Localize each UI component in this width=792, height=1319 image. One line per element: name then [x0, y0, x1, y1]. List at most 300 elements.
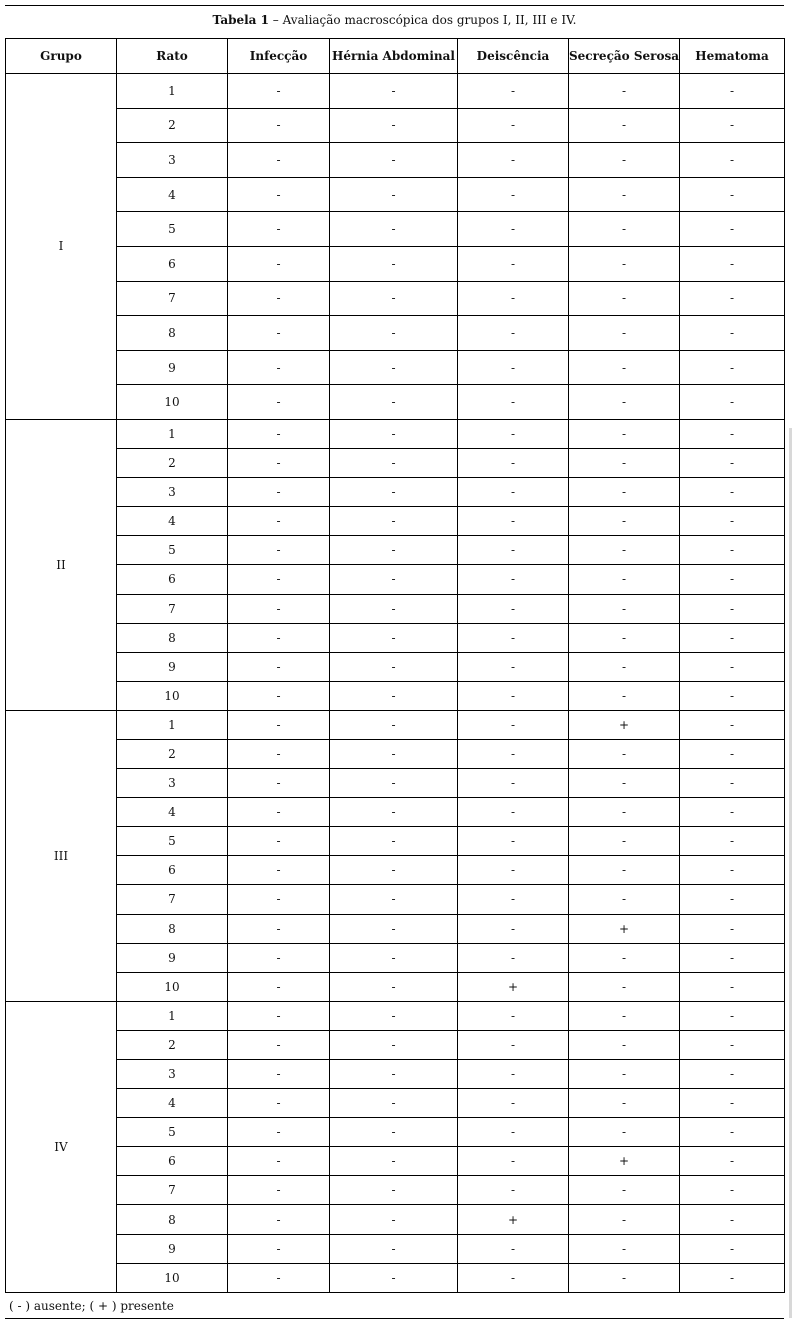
table-row: [6, 739, 785, 768]
value-cell: -: [680, 565, 785, 594]
value-cell: -: [228, 316, 330, 351]
value-cell: -: [458, 827, 569, 856]
value-cell: -: [458, 419, 569, 448]
rato-cell: 1: [117, 1001, 228, 1030]
table-row: [6, 565, 785, 594]
rato-cell: 9: [117, 652, 228, 681]
value-cell: -: [228, 143, 330, 178]
value-cell: -: [680, 623, 785, 652]
value-cell: -: [330, 449, 458, 478]
value-cell: -: [569, 350, 680, 385]
group-cell: II: [6, 419, 117, 710]
table-row: [6, 350, 785, 385]
value-cell: -: [458, 536, 569, 565]
value-cell: -: [680, 1030, 785, 1059]
table-row: [6, 827, 785, 856]
value-cell: -: [569, 769, 680, 798]
table-row: [6, 478, 785, 507]
table-row: [6, 1089, 785, 1118]
value-cell: -: [228, 74, 330, 109]
table-row: [6, 419, 785, 448]
table-row: [6, 1263, 785, 1292]
table-row: [6, 143, 785, 178]
caption-text: – Avaliação macroscópica dos grupos I, II, III e IV.: [268, 13, 577, 27]
value-cell: -: [458, 1263, 569, 1292]
value-cell: -: [569, 885, 680, 914]
value-cell: -: [458, 914, 569, 943]
value-cell: -: [228, 212, 330, 247]
table-row: [6, 536, 785, 565]
group-cell: I: [6, 74, 117, 420]
value-cell: -: [569, 143, 680, 178]
value-cell: -: [228, 108, 330, 143]
table-row: [6, 385, 785, 420]
value-cell: -: [330, 74, 458, 109]
value-cell: -: [680, 143, 785, 178]
value-cell: -: [458, 565, 569, 594]
value-cell: -: [680, 1001, 785, 1030]
rato-cell: 9: [117, 943, 228, 972]
group-iii-body: [6, 710, 785, 1001]
rato-cell: 3: [117, 769, 228, 798]
value-cell: -: [569, 856, 680, 885]
value-cell: -: [330, 350, 458, 385]
rato-cell: 3: [117, 1060, 228, 1089]
rato-cell: 5: [117, 1118, 228, 1147]
value-cell: -: [458, 316, 569, 351]
value-cell: -: [680, 74, 785, 109]
table-row: [6, 1147, 785, 1176]
rato-cell: 7: [117, 885, 228, 914]
value-cell: -: [458, 1089, 569, 1118]
value-cell: -: [228, 856, 330, 885]
table-row: [6, 623, 785, 652]
value-cell: -: [228, 739, 330, 768]
value-cell: -: [680, 108, 785, 143]
value-cell: -: [228, 798, 330, 827]
value-cell: -: [458, 143, 569, 178]
value-cell: -: [330, 1089, 458, 1118]
rato-cell: 2: [117, 449, 228, 478]
value-cell: -: [228, 972, 330, 1001]
value-cell: -: [569, 108, 680, 143]
value-cell: -: [680, 316, 785, 351]
value-cell: -: [569, 1176, 680, 1205]
table-row: [6, 507, 785, 536]
rato-cell: 10: [117, 681, 228, 710]
value-cell: -: [228, 536, 330, 565]
value-cell: -: [228, 710, 330, 739]
value-cell: -: [228, 652, 330, 681]
value-cell: -: [569, 507, 680, 536]
rato-cell: 8: [117, 1205, 228, 1234]
rato-cell: 7: [117, 281, 228, 316]
value-cell: -: [569, 972, 680, 1001]
value-cell: -: [680, 856, 785, 885]
value-cell: -: [228, 623, 330, 652]
value-cell: -: [569, 1030, 680, 1059]
value-cell: -: [680, 914, 785, 943]
rato-cell: 10: [117, 385, 228, 420]
value-cell: -: [458, 212, 569, 247]
value-cell: -: [569, 1001, 680, 1030]
value-cell: -: [569, 1089, 680, 1118]
value-cell: -: [680, 281, 785, 316]
value-cell: -: [680, 1263, 785, 1292]
value-cell: -: [680, 652, 785, 681]
header-deiscencia: Deiscência: [458, 39, 569, 74]
table-row: [6, 281, 785, 316]
value-cell: -: [569, 478, 680, 507]
value-cell: -: [330, 827, 458, 856]
rato-cell: 6: [117, 565, 228, 594]
value-cell: -: [458, 177, 569, 212]
table-header: [6, 39, 785, 74]
table-row: [6, 594, 785, 623]
value-cell: -: [330, 1176, 458, 1205]
value-cell: -: [330, 536, 458, 565]
value-cell: -: [228, 1030, 330, 1059]
header-secrecao-serosa: Secreção Serosa: [569, 39, 680, 74]
table-row: [6, 1205, 785, 1234]
table-row: [6, 681, 785, 710]
value-cell: -: [569, 594, 680, 623]
value-cell: -: [569, 739, 680, 768]
value-cell: -: [680, 710, 785, 739]
value-cell: -: [458, 652, 569, 681]
value-cell: -: [330, 710, 458, 739]
value-cell: -: [680, 1234, 785, 1263]
value-cell: -: [458, 739, 569, 768]
value-cell: -: [458, 769, 569, 798]
value-cell: -: [458, 1234, 569, 1263]
value-cell: -: [680, 419, 785, 448]
value-cell: -: [228, 914, 330, 943]
value-cell: -: [458, 350, 569, 385]
value-cell: -: [228, 594, 330, 623]
table-row: [6, 914, 785, 943]
value-cell: -: [228, 1176, 330, 1205]
value-cell: -: [330, 419, 458, 448]
value-cell: -: [228, 1001, 330, 1030]
value-cell: -: [680, 246, 785, 281]
value-cell: -: [330, 507, 458, 536]
table-row: [6, 449, 785, 478]
table-row: [6, 856, 785, 885]
rato-cell: 8: [117, 623, 228, 652]
value-cell: -: [458, 885, 569, 914]
value-cell: -: [458, 1147, 569, 1176]
table-row: [6, 885, 785, 914]
value-cell: -: [569, 316, 680, 351]
value-cell: -: [680, 1147, 785, 1176]
header-row: [6, 39, 785, 74]
rato-cell: 7: [117, 1176, 228, 1205]
value-cell: -: [569, 1205, 680, 1234]
header-infeccao: Infecção: [228, 39, 330, 74]
table-row: [6, 316, 785, 351]
value-cell: -: [680, 885, 785, 914]
header-grupo: Grupo: [6, 39, 117, 74]
value-cell: -: [458, 1001, 569, 1030]
value-cell: -: [228, 1060, 330, 1089]
table-row: [6, 1060, 785, 1089]
value-cell: -: [330, 739, 458, 768]
value-cell: -: [330, 798, 458, 827]
value-cell: -: [458, 507, 569, 536]
value-cell: -: [569, 74, 680, 109]
table-row: [6, 710, 785, 739]
value-cell: -: [569, 536, 680, 565]
value-cell: -: [228, 385, 330, 420]
value-cell: -: [330, 316, 458, 351]
table-row: [6, 652, 785, 681]
value-cell: -: [680, 536, 785, 565]
value-cell: +: [569, 710, 680, 739]
value-cell: -: [330, 1205, 458, 1234]
value-cell: -: [680, 769, 785, 798]
value-cell: -: [569, 827, 680, 856]
value-cell: -: [680, 1118, 785, 1147]
value-cell: -: [458, 798, 569, 827]
value-cell: -: [680, 1089, 785, 1118]
value-cell: -: [680, 1176, 785, 1205]
table-row: [6, 246, 785, 281]
value-cell: -: [458, 108, 569, 143]
value-cell: -: [330, 769, 458, 798]
value-cell: -: [458, 385, 569, 420]
value-cell: -: [680, 177, 785, 212]
rato-cell: 4: [117, 1089, 228, 1118]
value-cell: -: [458, 1030, 569, 1059]
value-cell: -: [458, 710, 569, 739]
table-row: [6, 1234, 785, 1263]
group-iv-body: [6, 1001, 785, 1292]
value-cell: -: [330, 1234, 458, 1263]
value-cell: -: [680, 798, 785, 827]
value-cell: -: [228, 1147, 330, 1176]
value-cell: -: [228, 246, 330, 281]
value-cell: -: [330, 385, 458, 420]
rato-cell: 4: [117, 798, 228, 827]
value-cell: -: [330, 143, 458, 178]
value-cell: -: [680, 212, 785, 247]
value-cell: -: [228, 943, 330, 972]
value-cell: -: [680, 943, 785, 972]
value-cell: +: [458, 1205, 569, 1234]
table-row: [6, 177, 785, 212]
top-rule: [5, 5, 784, 6]
data-table: [5, 38, 785, 1293]
value-cell: -: [569, 212, 680, 247]
value-cell: -: [680, 385, 785, 420]
value-cell: -: [228, 281, 330, 316]
value-cell: -: [569, 246, 680, 281]
value-cell: -: [569, 1263, 680, 1292]
value-cell: -: [228, 350, 330, 385]
value-cell: -: [569, 565, 680, 594]
rato-cell: 5: [117, 536, 228, 565]
rato-cell: 4: [117, 177, 228, 212]
value-cell: -: [569, 652, 680, 681]
value-cell: -: [569, 419, 680, 448]
value-cell: -: [330, 1118, 458, 1147]
table-row: [6, 212, 785, 247]
value-cell: -: [330, 1001, 458, 1030]
rato-cell: 5: [117, 212, 228, 247]
table-row: [6, 1176, 785, 1205]
value-cell: -: [228, 507, 330, 536]
value-cell: -: [330, 565, 458, 594]
value-cell: -: [680, 478, 785, 507]
header-rato: Rato: [117, 39, 228, 74]
value-cell: -: [458, 594, 569, 623]
value-cell: -: [680, 739, 785, 768]
value-cell: -: [569, 177, 680, 212]
value-cell: -: [228, 769, 330, 798]
value-cell: -: [228, 681, 330, 710]
header-hematoma: Hematoma: [680, 39, 785, 74]
table-row: [6, 943, 785, 972]
rato-cell: 6: [117, 1147, 228, 1176]
value-cell: -: [569, 798, 680, 827]
value-cell: -: [228, 1234, 330, 1263]
rato-cell: 3: [117, 478, 228, 507]
value-cell: -: [330, 681, 458, 710]
value-cell: -: [330, 478, 458, 507]
value-cell: -: [330, 972, 458, 1001]
value-cell: -: [458, 943, 569, 972]
value-cell: -: [330, 1263, 458, 1292]
value-cell: -: [228, 1263, 330, 1292]
value-cell: -: [569, 449, 680, 478]
rato-cell: 1: [117, 74, 228, 109]
rato-cell: 2: [117, 108, 228, 143]
value-cell: -: [228, 1205, 330, 1234]
value-cell: -: [330, 594, 458, 623]
value-cell: -: [458, 281, 569, 316]
value-cell: -: [330, 212, 458, 247]
value-cell: -: [330, 885, 458, 914]
rato-cell: 3: [117, 143, 228, 178]
rato-cell: 4: [117, 507, 228, 536]
table-row: [6, 74, 785, 109]
value-cell: +: [458, 972, 569, 1001]
value-cell: -: [228, 885, 330, 914]
group-cell: III: [6, 710, 117, 1001]
value-cell: -: [680, 449, 785, 478]
group-i-body: [6, 74, 785, 420]
rato-cell: 9: [117, 1234, 228, 1263]
value-cell: -: [569, 1118, 680, 1147]
value-cell: -: [228, 1118, 330, 1147]
value-cell: -: [228, 565, 330, 594]
value-cell: -: [458, 1060, 569, 1089]
value-cell: +: [569, 914, 680, 943]
header-hernia-abdominal: Hérnia Abdominal: [330, 39, 458, 74]
value-cell: -: [330, 943, 458, 972]
caption-label: Tabela 1: [212, 13, 269, 27]
value-cell: -: [458, 74, 569, 109]
rato-cell: 10: [117, 1263, 228, 1292]
value-cell: -: [458, 1118, 569, 1147]
value-cell: -: [680, 594, 785, 623]
value-cell: -: [569, 623, 680, 652]
rato-cell: 10: [117, 972, 228, 1001]
rato-cell: 7: [117, 594, 228, 623]
value-cell: -: [330, 1030, 458, 1059]
rato-cell: 1: [117, 419, 228, 448]
value-cell: -: [680, 1060, 785, 1089]
value-cell: -: [680, 1205, 785, 1234]
rato-cell: 2: [117, 739, 228, 768]
value-cell: -: [228, 419, 330, 448]
table-caption: [5, 12, 784, 28]
value-cell: -: [330, 652, 458, 681]
value-cell: -: [569, 385, 680, 420]
value-cell: -: [330, 281, 458, 316]
value-cell: -: [458, 681, 569, 710]
table-row: [6, 1118, 785, 1147]
rato-cell: 6: [117, 856, 228, 885]
value-cell: -: [680, 972, 785, 1001]
table-row: [6, 972, 785, 1001]
rato-cell: 2: [117, 1030, 228, 1059]
value-cell: -: [458, 856, 569, 885]
value-cell: -: [569, 681, 680, 710]
rato-cell: 1: [117, 710, 228, 739]
footnote-rule-top: [5, 1292, 784, 1293]
footnote: ( - ) ausente; ( + ) presente: [9, 1299, 174, 1313]
value-cell: -: [228, 177, 330, 212]
value-cell: -: [569, 281, 680, 316]
value-cell: -: [330, 856, 458, 885]
value-cell: -: [680, 681, 785, 710]
value-cell: -: [228, 827, 330, 856]
rato-cell: 8: [117, 316, 228, 351]
value-cell: -: [228, 478, 330, 507]
value-cell: -: [458, 1176, 569, 1205]
rato-cell: 9: [117, 350, 228, 385]
group-cell: IV: [6, 1001, 117, 1292]
value-cell: -: [458, 623, 569, 652]
value-cell: +: [569, 1147, 680, 1176]
value-cell: -: [458, 449, 569, 478]
value-cell: -: [569, 1060, 680, 1089]
value-cell: -: [569, 1234, 680, 1263]
group-ii-body: [6, 419, 785, 710]
table-row: [6, 1030, 785, 1059]
rato-cell: 6: [117, 246, 228, 281]
value-cell: -: [330, 1147, 458, 1176]
value-cell: -: [458, 478, 569, 507]
value-cell: -: [569, 943, 680, 972]
value-cell: -: [330, 177, 458, 212]
value-cell: -: [458, 246, 569, 281]
table-row: [6, 798, 785, 827]
table-row: [6, 108, 785, 143]
value-cell: -: [680, 507, 785, 536]
table-row: [6, 769, 785, 798]
value-cell: -: [330, 914, 458, 943]
table-row: [6, 1001, 785, 1030]
value-cell: -: [330, 108, 458, 143]
value-cell: -: [680, 350, 785, 385]
rato-cell: 5: [117, 827, 228, 856]
rato-cell: 8: [117, 914, 228, 943]
value-cell: -: [330, 1060, 458, 1089]
value-cell: -: [228, 1089, 330, 1118]
